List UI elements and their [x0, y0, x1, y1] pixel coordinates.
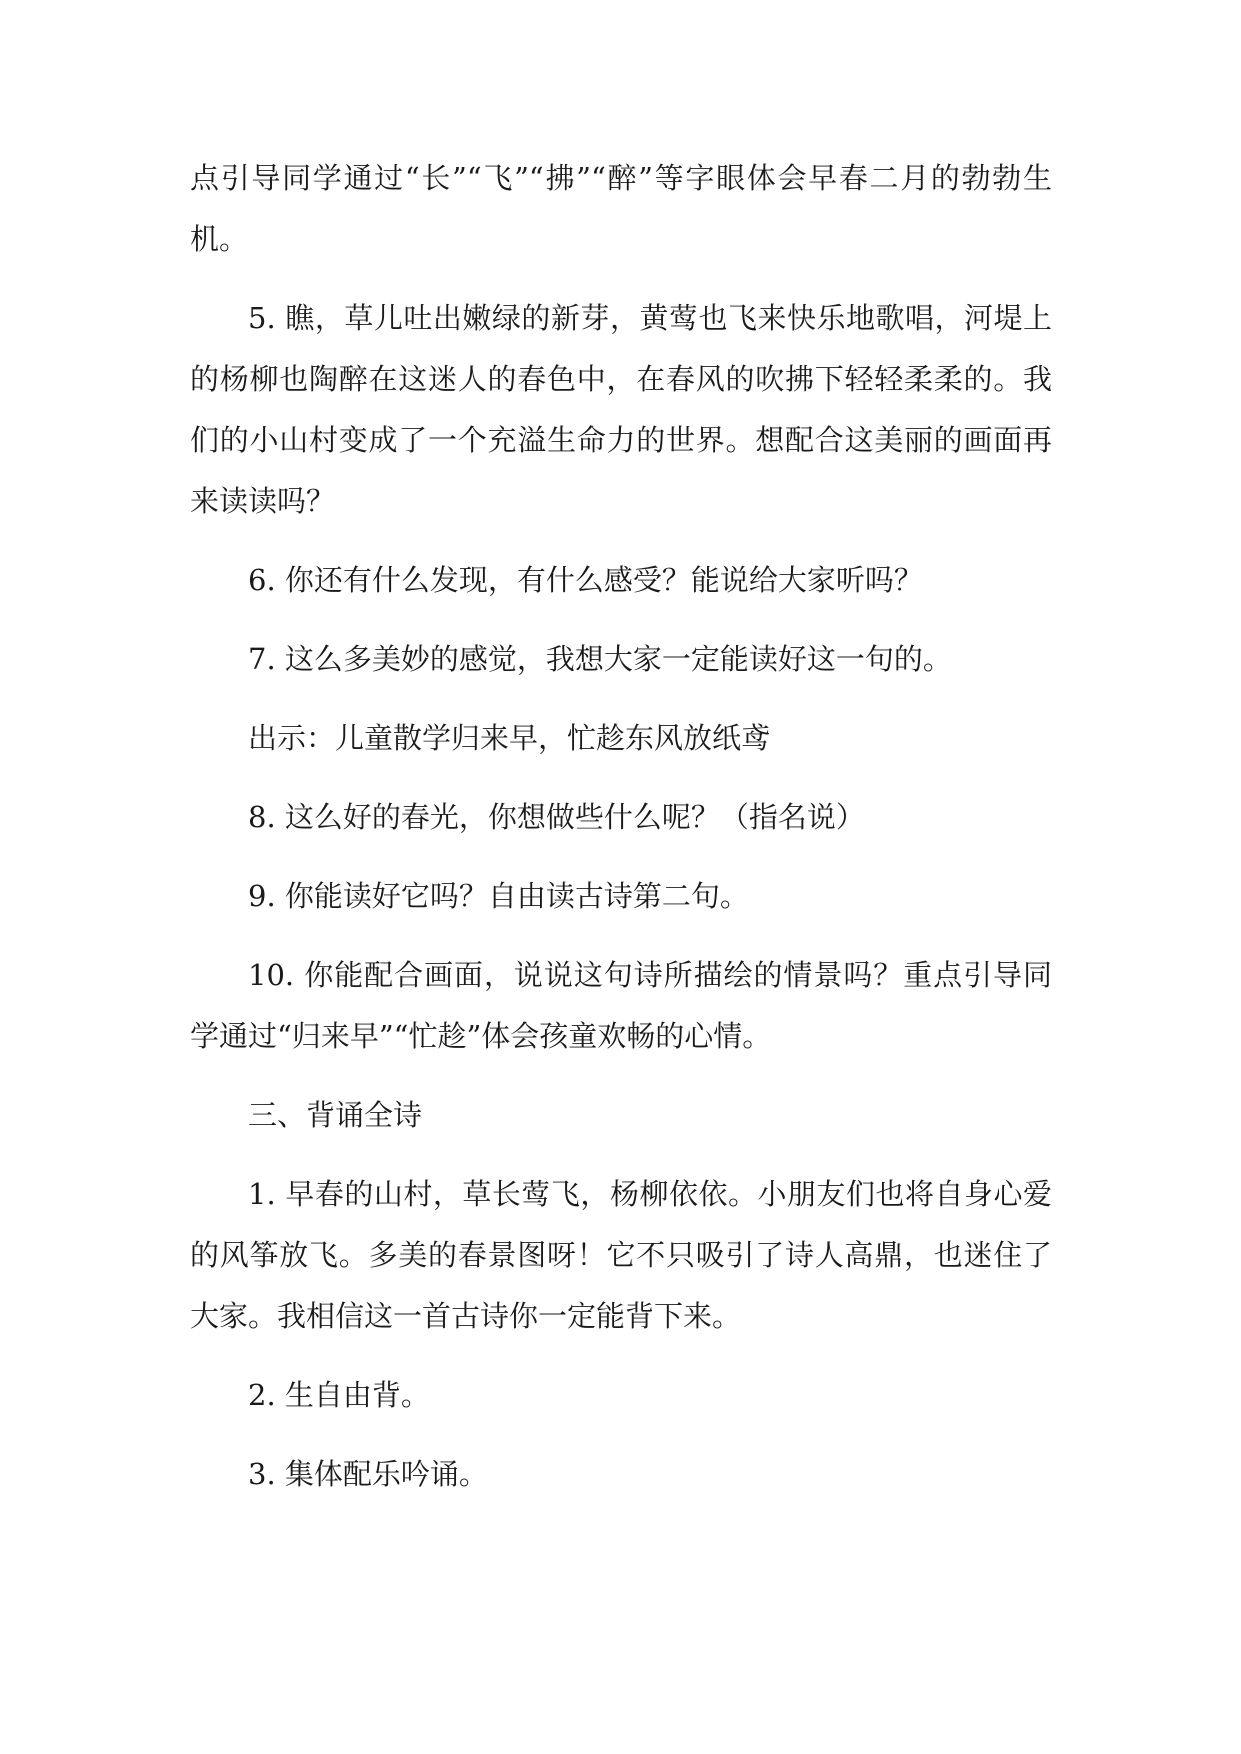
paragraph-recite-step-3: 3. 集体配乐吟诵。	[248, 1457, 488, 1491]
paragraph-step-9: 9. 你能读好它吗？自由读古诗第二句。	[248, 879, 749, 913]
paragraph-step-8: 8. 这么好的春光，你想做些什么呢？（指名说）	[248, 800, 865, 834]
section-heading-recite: 三、背诵全诗	[248, 1098, 423, 1132]
paragraph-step-7: 7. 这么多美妙的感觉，我想大家一定能读好这一句的。	[248, 642, 952, 676]
document-body	[190, 148, 1052, 1523]
paragraph-recite-step-2: 2. 生自由背。	[248, 1378, 430, 1412]
paragraph-display-poem-line: 出示：儿童散学归来早，忙趁东风放纸鸢	[248, 721, 771, 755]
paragraph-step-10: 10. 你能配合画面，说说这句诗所描绘的情景吗？重点引导同学通过“归来早”“忙趁”体会孩童欢畅的心情。	[190, 958, 1052, 1053]
paragraph-recite-step-1: 1. 早春的山村，草长莺飞，杨柳依依。小朋友们也将自身心爱的风筝放飞。多美的春景图呀！它不只吸引了诗人高鼎，也迷住了大家。我相信这一首古诗你一定能背下来。	[190, 1177, 1052, 1333]
paragraph-continuation: 点引导同学通过“长”“飞”“拂”“醉”等字眼体会早春二月的勃勃生机。	[190, 161, 1052, 256]
paragraph-step-6: 6. 你还有什么发现，有什么感受？能说给大家听吗？	[248, 563, 923, 597]
paragraph-step-5: 5. 瞧，草儿吐出嫩绿的新芽，黄莺也飞来快乐地歌唱，河堤上的杨柳也陶醉在这迷人的春色中，在春风的吹拂下轻轻柔柔的。我们的小山村变成了一个充溢生命力的世界。想配合这美丽的画面再来读读吗？	[190, 301, 1052, 518]
